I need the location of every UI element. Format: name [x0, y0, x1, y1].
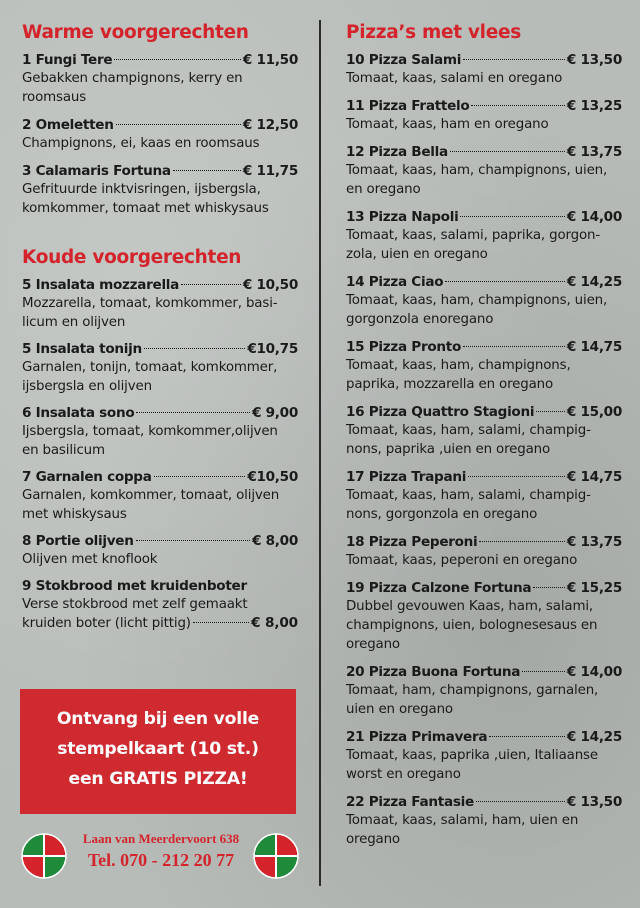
item-description — [22, 358, 298, 396]
menu-item-6 — [22, 404, 298, 460]
desc-line: zola, uien en oregano — [346, 247, 488, 262]
desc-line: oregano — [346, 832, 400, 847]
leader-dots — [181, 284, 241, 285]
item-name: 13 Pizza Napoli — [346, 209, 459, 225]
desc-line: Mozzarella, tomaat, komkommer, basi- — [22, 296, 278, 311]
desc-line: Tomaat, kaas, salami, ham, uien en — [346, 813, 579, 828]
warm-starters-title: Warme voorgerechten — [22, 22, 249, 43]
item-name: 1 Fungi Tere — [22, 52, 113, 68]
leader-dots — [476, 801, 565, 802]
item-name: 21 Pizza Primavera — [346, 729, 488, 745]
menu-item-7 — [22, 468, 298, 524]
item-name: 14 Pizza Ciao — [346, 274, 444, 290]
desc-line: Tomaat, kaas, salami en oregano — [346, 71, 563, 86]
item-name: 20 Pizza Buona Fortuna — [346, 664, 521, 680]
item-name: 18 Pizza Peperoni — [346, 534, 478, 550]
desc-line: en basilicum — [22, 443, 105, 458]
right-column — [346, 0, 622, 849]
leader-dots — [450, 151, 565, 152]
item-price: € 14,00 — [566, 664, 622, 680]
leader-dots — [173, 170, 241, 171]
desc-line: nons, paprika ,uien en oregano — [346, 442, 551, 457]
pizza-item — [346, 273, 622, 329]
item-description — [22, 422, 298, 460]
cold-starters-title: Koude voorgerechten — [22, 247, 242, 268]
item-description — [22, 69, 298, 107]
item-price: €10,75 — [247, 341, 298, 357]
item-name: 15 Pizza Pronto — [346, 339, 462, 355]
promo-line: een GRATIS PIZZA! — [68, 769, 248, 789]
leader-dots — [471, 105, 564, 106]
item-description — [346, 69, 622, 88]
item-description — [346, 421, 622, 459]
leader-dots — [536, 411, 565, 412]
meat-pizzas-title: Pizza’s met vlees — [346, 22, 521, 43]
item-description — [346, 291, 622, 329]
desc-line: Verse stokbrood met zelf gemaakt — [22, 597, 248, 612]
item-price: € 12,50 — [242, 117, 298, 133]
loyalty-promo-box — [20, 689, 296, 814]
item-description — [22, 595, 298, 633]
item-price: € 15,00 — [566, 404, 622, 420]
menu-item-8 — [22, 532, 298, 569]
desc-line: gorgonzola enoregano — [346, 312, 494, 327]
phone-number[interactable]: Tel. 070 - 212 20 77 — [87, 850, 235, 870]
item-name: 3 Calamaris Fortuna — [22, 163, 171, 179]
leader-dots — [136, 412, 250, 413]
item-price: € 14,75 — [566, 339, 622, 355]
item-price: € 8,00 — [251, 615, 298, 631]
item-description — [346, 811, 622, 849]
leader-dots — [116, 124, 241, 125]
desc-line: uien en oregano — [346, 702, 453, 717]
leader-dots — [193, 622, 249, 623]
item-name: 12 Pizza Bella — [346, 144, 448, 160]
item-description — [346, 681, 622, 719]
item-name: 2 Omeletten — [22, 117, 114, 133]
item-description — [22, 486, 298, 524]
item-name: 16 Pizza Quattro Stagioni — [346, 404, 535, 420]
leader-dots — [460, 216, 564, 217]
pizza-item — [346, 51, 622, 88]
item-name: 5 Insalata tonijn — [22, 341, 142, 357]
desc-line: Tomaat, kaas, ham, champignons, uien, — [346, 163, 608, 178]
item-description — [22, 550, 298, 569]
item-price: € 13,50 — [566, 794, 622, 810]
leader-dots — [154, 476, 246, 477]
desc-line: Champignons, ei, kaas en roomsaus — [22, 136, 260, 151]
desc-line: champignons, uien, bolognesesaus en — [346, 618, 598, 633]
desc-line: Garnalen, tonijn, tomaat, komkommer, — [22, 360, 278, 375]
promo-line: Ontvang bij een volle — [56, 709, 260, 729]
item-name: 8 Portie olijven — [22, 533, 134, 549]
item-name: 9 Stokbrood met kruidenboter — [22, 578, 247, 594]
item-price: € 13,75 — [566, 534, 622, 550]
pizza-logo-icon — [252, 832, 300, 880]
pizza-item — [346, 579, 622, 654]
desc-line: Tomaat, kaas, ham en oregano — [346, 117, 549, 132]
address-block — [74, 830, 248, 872]
desc-line: licum en olijven — [22, 315, 126, 330]
item-price: € 13,75 — [566, 144, 622, 160]
pizza-item — [346, 143, 622, 199]
address: Laan van Meerdervoort 638 — [82, 831, 240, 846]
pizza-item — [346, 728, 622, 784]
item-description — [346, 226, 622, 264]
desc-line: komkommer, tomaat met whiskysaus — [22, 201, 269, 216]
item-description — [346, 115, 622, 134]
desc-line: worst en oregano — [346, 767, 461, 782]
desc-line: met whiskysaus — [22, 507, 127, 522]
item-price: € 11,50 — [242, 52, 298, 68]
desc-line: oregano — [346, 637, 400, 652]
item-price: € 14,75 — [566, 469, 622, 485]
item-name: 10 Pizza Salami — [346, 52, 462, 68]
item-price: € 11,75 — [242, 163, 298, 179]
desc-line: Tomaat, kaas, ham, champignons, — [346, 358, 571, 373]
pizza-item — [346, 663, 622, 719]
desc-line: Gebakken champignons, kerry en — [22, 71, 243, 86]
leader-dots — [489, 736, 565, 737]
item-price: € 10,50 — [242, 277, 298, 293]
item-description — [346, 161, 622, 199]
menu-item-5a — [22, 276, 298, 332]
item-name: 17 Pizza Trapani — [346, 469, 467, 485]
leader-dots — [114, 59, 241, 60]
leader-dots — [463, 59, 565, 60]
desc-text: kruiden boter (licht pittig) — [22, 616, 191, 631]
desc-line: Tomaat, kaas, peperoni en oregano — [346, 553, 578, 568]
item-description — [22, 134, 298, 153]
column-divider — [319, 20, 321, 886]
desc-line: Dubbel gevouwen Kaas, ham, salami, — [346, 599, 594, 614]
promo-line: stempelkaart (10 st.) — [57, 739, 259, 759]
desc-line: paprika, mozzarella en oregano — [346, 377, 554, 392]
pizza-item — [346, 403, 622, 459]
desc-line: Tomaat, ham, champignons, garnalen, — [346, 683, 599, 698]
item-price: €10,50 — [247, 469, 298, 485]
desc-line: Tomaat, kaas, paprika ,uien, Italiaanse — [346, 748, 598, 763]
pizza-item — [346, 338, 622, 394]
desc-line: Ijsbergsla, tomaat, komkommer,olijven — [22, 424, 278, 439]
leader-dots — [463, 346, 565, 347]
leader-dots — [468, 476, 565, 477]
item-price: € 15,25 — [566, 580, 622, 596]
item-price: € 8,00 — [252, 533, 298, 549]
desc-line: Tomaat, kaas, ham, salami, champig- — [346, 488, 591, 503]
desc-line: roomsaus — [22, 90, 87, 105]
leader-dots — [479, 541, 564, 542]
footer — [20, 830, 300, 880]
pizza-item — [346, 793, 622, 849]
item-price: € 14,00 — [566, 209, 622, 225]
pizza-logo-icon — [20, 832, 68, 880]
item-description — [346, 597, 622, 654]
item-description — [346, 486, 622, 524]
item-price: € 14,25 — [566, 274, 622, 290]
desc-line: Olijven met knoflook — [22, 552, 158, 567]
item-name: 22 Pizza Fantasie — [346, 794, 474, 810]
item-name: 5 Insalata mozzarella — [22, 277, 180, 293]
desc-line: ijsbergsla en olijven — [22, 379, 152, 394]
item-price: € 9,00 — [252, 405, 298, 421]
item-name: 7 Garnalen coppa — [22, 469, 152, 485]
item-price: € 14,25 — [566, 729, 622, 745]
pizza-item — [346, 97, 622, 134]
desc-line: Tomaat, kaas, salami, paprika, gorgon- — [346, 228, 601, 243]
leader-dots — [445, 281, 565, 282]
desc-line: nons, gorgonzola en oregano — [346, 507, 538, 522]
item-price: € 13,25 — [566, 98, 622, 114]
desc-line: en oregano — [346, 182, 421, 197]
menu-item-1 — [22, 51, 298, 107]
desc-line: Garnalen, komkommer, tomaat, olijven — [22, 488, 280, 503]
desc-line: Tomaat, kaas, ham, champignons, uien, — [346, 293, 608, 308]
item-name: 11 Pizza Frattelo — [346, 98, 470, 114]
left-column — [22, 0, 298, 633]
item-description — [346, 746, 622, 784]
item-name: 6 Insalata sono — [22, 405, 135, 421]
item-description — [346, 551, 622, 570]
leader-dots — [533, 587, 565, 588]
item-description — [346, 356, 622, 394]
item-description — [22, 294, 298, 332]
menu-item-9 — [22, 577, 298, 633]
menu-item-5b — [22, 340, 298, 396]
menu-item-3 — [22, 162, 298, 218]
leader-dots — [522, 671, 565, 672]
item-description — [22, 180, 298, 218]
leader-dots — [144, 348, 245, 349]
desc-line: Tomaat, kaas, ham, salami, champig- — [346, 423, 591, 438]
menu-item-2 — [22, 116, 298, 153]
item-price: € 13,50 — [566, 52, 622, 68]
pizza-list — [346, 51, 622, 849]
desc-line: Gefrituurde inktvisringen, ijsbergsla, — [22, 182, 261, 197]
desc-line-with-price — [22, 614, 298, 633]
pizza-item — [346, 533, 622, 570]
leader-dots — [136, 540, 250, 541]
pizza-item — [346, 468, 622, 524]
item-name: 19 Pizza Calzone Fortuna — [346, 580, 532, 596]
pizza-item — [346, 208, 622, 264]
